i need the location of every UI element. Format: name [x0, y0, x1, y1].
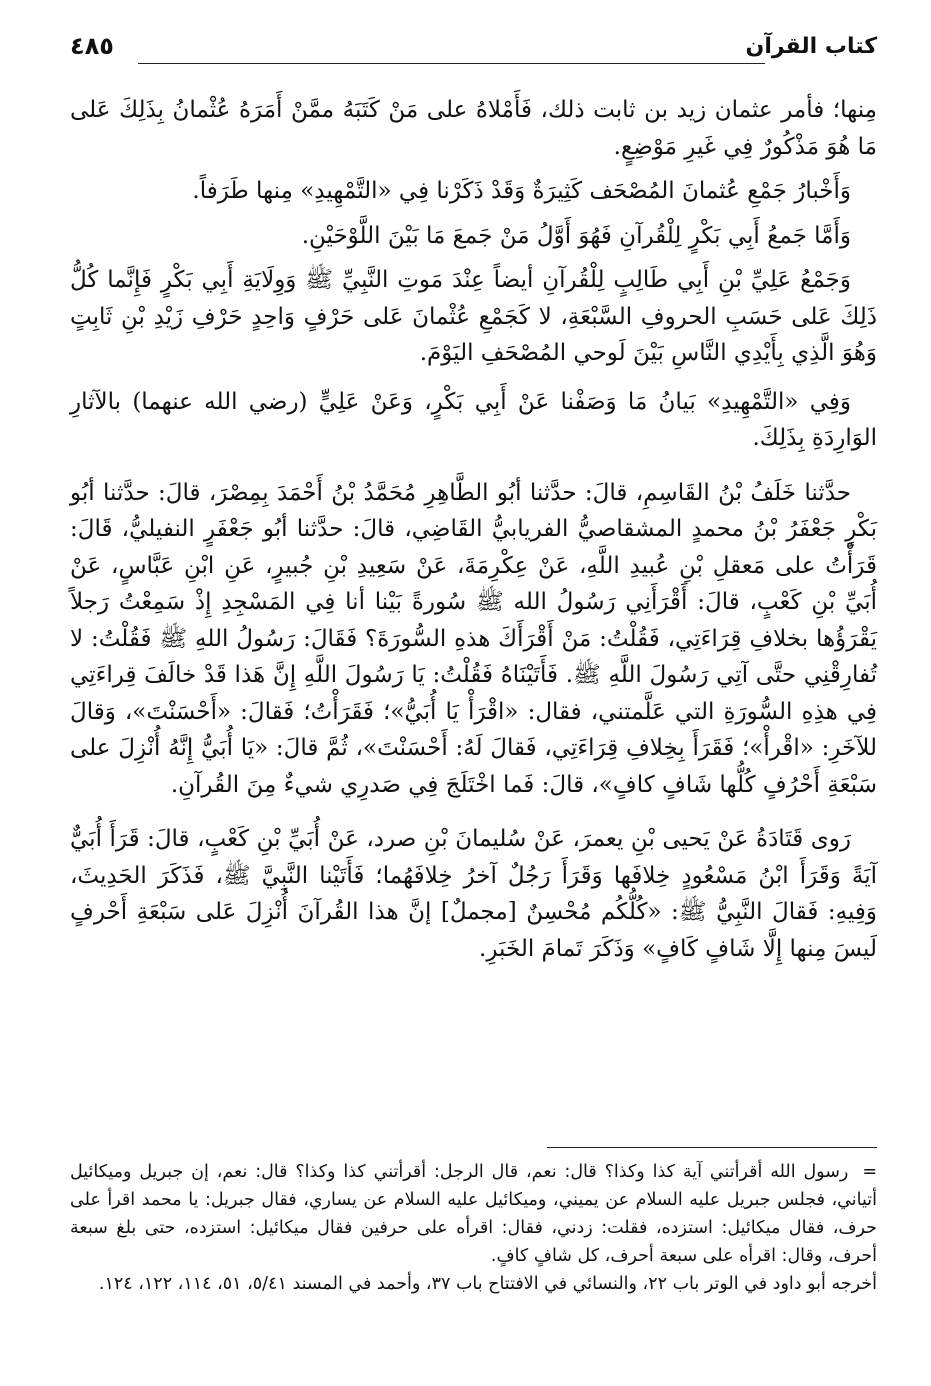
footnote-reference: أخرجه أبو داود في الوتر باب ٢٢، والنسائي في الافتتاح باب ٣٧، وأحمد في المسند ٥/٤١، ٥١، ١١٤، ١٢٢، ١٢٤. [98, 1274, 877, 1294]
footnote-rule [547, 1147, 877, 1148]
paragraph-5: وَفِي «التَّمْهِيدِ» بَيانُ مَا وَصَفْنا عَنْ أَبِي بَكْرٍ، وَعَنْ عَلِيٍّ (رضي الله عنهما) بالآثارِ الوَارِدَةِ بِذَلِكَ. [70, 388, 877, 451]
page-header [70, 30, 877, 70]
paragraph-2: وَأَخْبارُ جَمْعِ عُثمانَ المُصْحَف كَثِيرَةٌ وَقَدْ ذَكَرْنا فِي «التَّمْهِيدِ» مِنها طَرَفاً. [192, 178, 851, 204]
footnote-continuation-mark: = [862, 1162, 877, 1182]
footnotes [70, 1158, 877, 1298]
main-text [70, 92, 877, 967]
book-title: كتاب القرآن [745, 34, 877, 59]
footnote-continuation [70, 1158, 877, 1270]
paragraph-1: مِنها؛ فأمر عثمان زيد بن ثابت ذلك، فَأَمْلاهُ على مَنْ كَتَبَهُ ممَّنْ أَمَرَهُ عُثْمانُ بِذَلِكَ عَلى مَا هُوَ مَذْكُورٌ فِي غَيرِ مَوْضِعٍ. [70, 97, 877, 160]
header-rule [138, 63, 765, 64]
paragraph-4: وَجَمْعُ عَلِيِّ بْنِ أَبِي طَالِبٍ لِلْقُرآنِ أيضاً عِنْدَ مَوتِ النَّبِيِّ ﷺ وَوِلَايَةِ أَبِي بَكْرٍ فَإِنَّما كُلُّ ذَلِكَ عَلى حَسَبِ الحروفِ السَّبْعَةِ، لا كَجَمْعِ عُثْمانَ عَلى حَرْفٍ وَاحِدٍ حَرْفِ زَيْدِ بْنِ ثَابِتٍ وَهُوَ الَّذِي بِأَيْدِي النَّاسِ بَيْنَ لَوحي المُصْحَفِ اليَوْمَ. [70, 267, 877, 366]
footnote-text-1: رسول الله أقرأتني آية كذا وكذا؟ قال: نعم، قال الرجل: أقرأتني كذا وكذا؟ قال: نعم، إن جبريل وميكائيل أتياني، فجلس جبريل عليه السلام عن يميني، وميكائيل عليه السلام عن يساري، فقال جبريل: يا محمد اقرأ على حرف، فقال ميكائيل: استزده، فقلت: زدني، فقال: اقرأه على حرفين فقال ميكائيل: استزده، حتى بلغ سبعة أحرف، وقال: اقرأه على سبعة أحرف، كل شافٍ كافٍ. [70, 1162, 877, 1266]
paragraph-6: حدَّثنا خَلَفُ بْنُ القَاسِمِ، قالَ: حدَّثنا أبُو الطَّاهِرِ مُحَمَّدُ بْنُ أَحْمَدَ بِمِصْرَ، قالَ: حدَّثنا أبُو بَكْرٍ جَعْفَرُ بْنُ محمدٍ المشقاصيُّ الفريابيُّ القَاضِي، قالَ: حدَّثنا أبُو جَعْفَرٍ النفيليُّ، قَالَ: قَرَأْتُ على مَعقلِ بْنِ عُبيدِ اللَّهِ، عَنْ عِكْرِمَةَ، عَنْ سَعِيدِ بْنِ جُبيرٍ، عَنِ ابْنِ عَبَّاسٍ، عَنْ أُبَيِّ بْنِ كَعْبٍ، قالَ: أَقْرَأَنِي رَسُولُ الله ﷺ سُورةً بَيْنا أنا فِي المَسْجِدِ إِذْ سَمِعْتُ رَجلاً يَقْرَؤُها بخلافِ قِرَاءَتِي، فَقُلْتُ: مَنْ أَقْرَأَكَ هذهِ السُّورَةَ؟ فَقَالَ: رَسُولُ اللهِ ﷺ فَقُلْتُ: لا تُفارِقْنِي حتَّى آتِي رَسُولَ اللَّهِ ﷺ. فَأَتَيْنَاهُ فَقُلْتُ: يَا رَسُولَ اللَّهِ إِنَّ هَذا قَدْ خالَفَ قِراءَتِي فِي هذِهِ السُّورَةِ التي عَلَّمتني، فقال: «اقْرَأْ يَا أُبَيُّ»؛ فَقَرَأْتُ؛ فَقالَ: «أَحْسَنْتَ»، وَقالَ للآخَرِ: «اقْرأْ»؛ فَقَرَأَ بِخِلافِ قِرَاءَتِي، فَقالَ لَهُ: أَحْسَنْتَ»، ثُمَّ قالَ: «يَا أُبَيُّ إِنَّهُ أُنْزِلَ على سَبْعَةِ أَحْرُفٍ كُلُّها شَافٍ كافٍ»، قالَ: فَما اخْتَلَجَ فِي صَدرِي شيءٌ مِنَ القُرآنِ. [70, 479, 877, 798]
page-number: ٤٨٥ [70, 32, 114, 60]
paragraph-7: رَوى قَتَادَةُ عَنْ يَحيى بْنِ يعمرَ، عَنْ سُليمانَ بْنِ صرد، عَنْ أُبَيِّ بْنِ كَعْبٍ، قالَ: قَرَأَ أُبَيٌّ آيَةً وَقَرَأَ ابْنُ مَسْعُودٍ خِلافَها وَقَرَأَ رَجُلٌ آخرُ خِلافَهُما؛ فَأَتَيْنا النَّبِيَّ ﷺ، فَذَكَرَ الحَدِيثَ، وَفِيهِ: فَقالَ النَّبِيُّ ﷺ: «كُلُّكُم مُحْسِنٌ [مجملٌ] إنَّ هذا القُرآنَ أُنْزِلَ عَلى سَبْعَةِ أَحْرفٍ لَيسَ مِنها إِلَّا شَافٍ كَافٍ» وَذَكَرَ تَمامَ الخَبَرِ. [70, 826, 877, 962]
paragraph-3: وَأَمَّا جَمعُ أَبِي بَكْرٍ لِلْقُرآنِ فَهُوَ أَوَّلُ مَنْ جَمعَ مَا بَيْنَ اللَّوْحَيْنِ. [301, 222, 851, 249]
